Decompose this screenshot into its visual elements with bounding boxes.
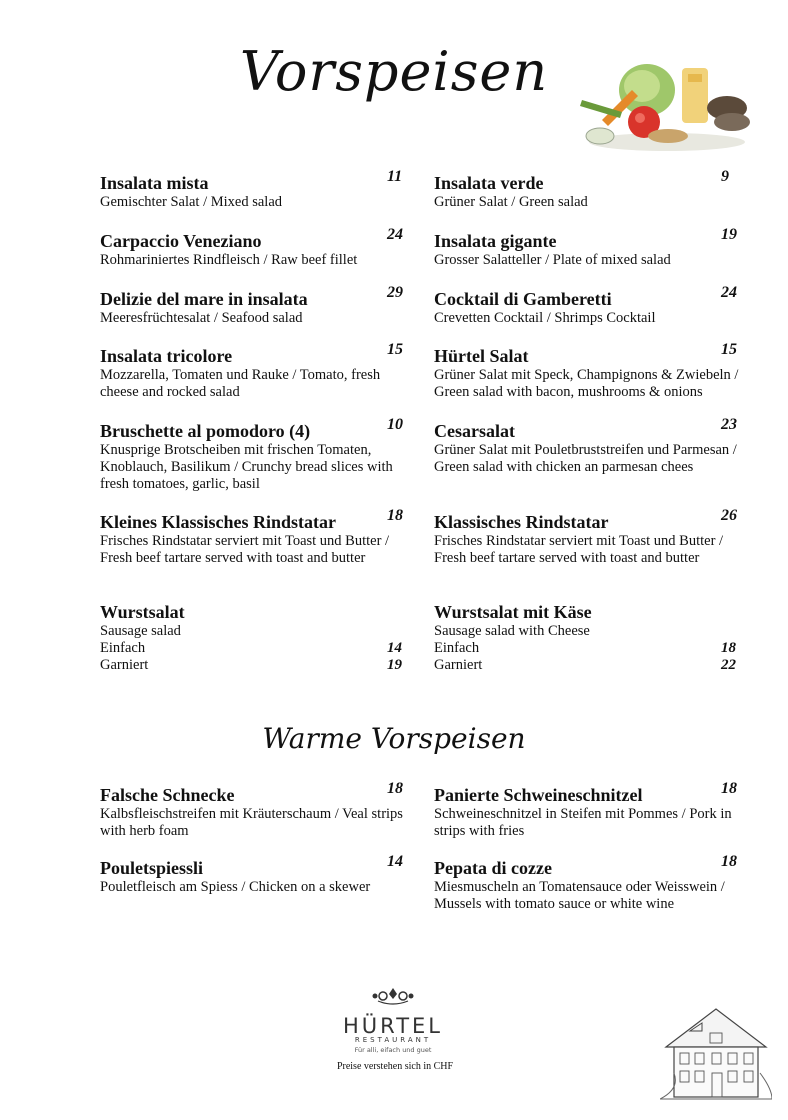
item-name: Wurstsalat [100,602,185,622]
menu-item [100,780,410,840]
item-price: 18 [387,780,403,797]
item-description: Grüner Salat / Green salad [434,194,588,210]
item-description: Knusprige Brotscheiben mit frischen Tomaten, Knoblauch, Basilikum / Crunchy bread slices with fresh tomatoes, garlic, basil [100,442,393,492]
item-description: Mozzarella, Tomaten und Rauke / Tomato, fresh cheese and rocked salad [100,367,381,400]
item-price: 26 [721,507,737,524]
item-price: 24 [721,284,737,301]
option-price: 19 [387,657,402,673]
item-price: 14 [387,853,403,870]
item-name: Cesarsalat [434,421,515,441]
item-price: 18 [387,507,403,524]
item-name: Insalata mista [100,173,209,193]
item-name: Delizie del mare in insalata [100,289,308,309]
item-name: Carpaccio Veneziano [100,231,262,251]
item-name: Insalata verde [434,173,544,193]
item-price: 18 [721,780,737,797]
item-name: Falsche Schnecke [100,785,235,805]
logo-tagline: Für alli, eifach und guet [354,1046,432,1054]
menu-item [434,284,744,327]
item-price: 19 [721,226,737,243]
item-description: Rohmariniertes Rindfleisch / Raw beef fillet [100,252,358,268]
item-price: 23 [721,416,737,433]
item-name: Hürtel Salat [434,346,529,366]
house-illustration [660,1003,772,1103]
option-label: Einfach [100,640,146,656]
menu-item [434,507,744,567]
option-price: 18 [721,640,736,656]
item-price: 24 [387,226,403,243]
item-name: Bruschette al pomodoro (4) [100,421,311,441]
item-name: Kleines Klassisches Rindstatar [100,512,337,532]
menu-item [100,341,410,401]
item-description: Grüner Salat mit Pouletbruststreifen und Parmesan / Green salad with chicken an parmesan chees [434,442,737,475]
item-name: Pouletspiessli [100,858,204,878]
item-price: 18 [721,853,737,870]
menu-item [434,853,744,913]
item-price: 9 [721,168,729,185]
page-title: Vorspeisen [239,40,549,103]
option-label: Einfach [434,640,480,656]
restaurant-logo [333,985,453,1054]
item-description: Sausage salad [100,623,181,639]
logo-subtitle: RESTAURANT [354,1036,432,1044]
menu-item [434,168,744,211]
item-name: Insalata gigante [434,231,557,251]
item-description: Schweineschnitzel in Steifen mit Pommes / Pork in strips with fries [434,806,732,839]
item-description: Sausage salad with Cheese [434,623,590,639]
item-description: Pouletfleisch am Spiess / Chicken on a skewer [100,879,371,895]
item-option [100,657,410,674]
item-description: Meeresfrüchtesalat / Seafood salad [100,310,303,326]
item-name: Cocktail di Gamberetti [434,289,612,309]
logo-brand: HÜRTEL [342,1014,444,1038]
item-name: Pepata di cozze [434,858,552,878]
item-price: 15 [721,341,737,358]
option-label: Garniert [100,657,149,673]
item-description: Gemischter Salat / Mixed salad [100,194,283,210]
item-description: Grüner Salat mit Speck, Champignons & Zwiebeln / Green salad with bacon, mushrooms & onions [434,367,739,400]
menu-item [100,416,410,493]
option-label: Garniert [434,657,483,673]
menu-item [100,507,410,567]
item-price: 10 [387,416,403,433]
menu-item [434,341,744,401]
section-title-warm: Warme Vorspeisen [262,722,526,755]
item-name: Panierte Schweineschnitzel [434,785,643,805]
option-price: 14 [387,640,402,656]
item-description: Crevetten Cocktail / Shrimps Cocktail [434,310,656,326]
menu-item [100,853,410,896]
item-option [434,657,744,674]
option-price: 22 [721,657,736,673]
currency-note: Preise verstehen sich in CHF [336,1061,454,1072]
item-description: Kalbsfleischstreifen mit Kräuterschaum / Veal strips with herb foam [100,806,403,839]
item-option [100,640,410,657]
item-price: 15 [387,341,403,358]
item-name: Klassisches Rindstatar [434,512,609,532]
ornament-icon [370,985,416,1007]
menu-item [434,416,744,476]
menu-item [100,168,410,211]
menu-item [434,780,744,840]
item-name: Insalata tricolore [100,346,233,366]
item-description: Frisches Rindstatar serviert mit Toast und Butter / Fresh beef tartare served with toast and butter [100,533,390,566]
menu-item [100,601,410,674]
item-name: Wurstsalat mit Käse [434,602,592,622]
item-description: Grosser Salatteller / Plate of mixed salad [434,252,671,268]
menu-item [434,601,744,674]
menu-item [434,226,744,269]
menu-item [100,284,410,327]
item-price: 11 [387,168,403,185]
item-description: Frisches Rindstatar serviert mit Toast und Butter / Fresh beef tartare served with toast and butter [434,533,724,566]
item-description: Miesmuscheln an Tomatensauce oder Weisswein / Mussels with tomato sauce or white wine [434,879,725,912]
item-price: 29 [387,284,403,301]
menu-item [100,226,410,269]
item-option [434,640,744,657]
vegetables-illustration [572,50,752,155]
